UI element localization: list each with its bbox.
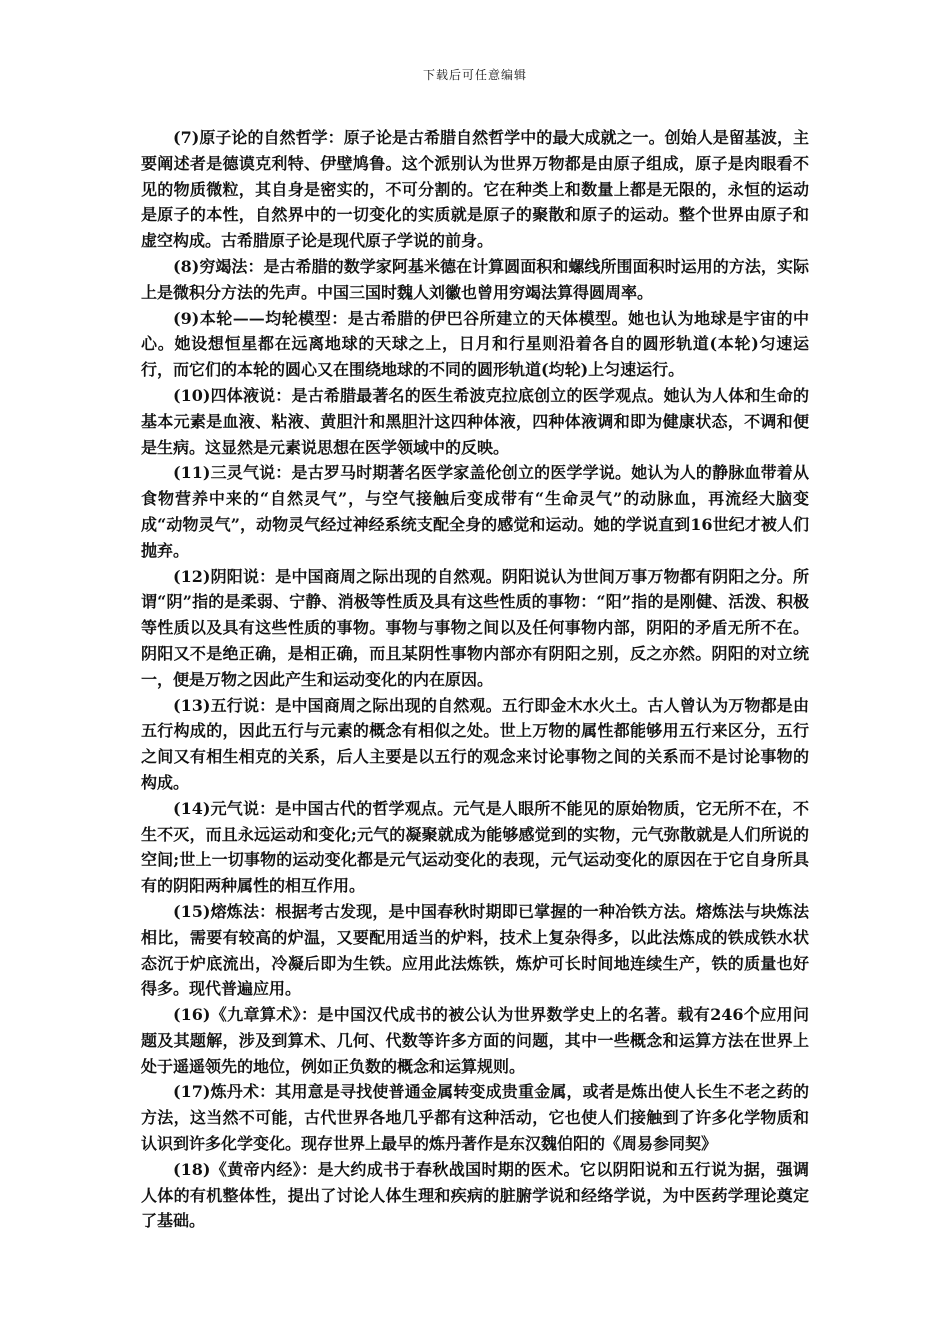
paragraph-three-spirits: (11)三灵气说：是古罗马时期著名医学家盖伦创立的医学学说。她认为人的静脉血带着从食物营养中来的“自然灵气”，与空气接触后变成带有“生命灵气”的动脉血，再流经大脑变成“动物灵气”，动物灵气经过神经系统支配全身的感觉和运动。她的学说直到16世纪才被人们抛弃。: [141, 463, 809, 560]
page-header: 下载后可任意编辑: [422, 68, 527, 82]
paragraph-smelting-method: (15)熔炼法：根据考古发现，是中国春秋时期即已掌握的一种冶铁方法。熔炼法与块炼法相比，需要有较高的炉温，又要配用适当的炉料，技术上复杂得多，以此法炼成的铁成铁水状态沉于炉底流出，冷凝后即为生铁。应用此法炼铁，炼炉可长时间地连续生产，铁的质量也好得多。现代普遍应用。: [141, 901, 809, 999]
paragraph-alchemy: (17)炼丹术：其用意是寻找使普通金属转变成贵重金属，或者是炼出使人长生不老之药的方法，这当然不可能，古代世界各地几乎都有这种活动，它也使人们接触到了许多化学物质和认识到许多化学变化。现存世界上最早的炼丹著作是东汉魏伯阳的《周易参同契》: [141, 1082, 809, 1154]
paragraph-yin-yang: (12)阴阳说：是中国商周之际出现的自然观。阴阳说认为世间万事万物都有阴阳之分。所谓“阴”指的是柔弱、宁静、消极等性质及具有这些性质的事物：“阳”指的是刚健、活泼、积极等性质以及具有这些性质的事物。事物与事物之间以及任何事物内部，阴阳的矛盾无所不在。阴阳又不是绝正确，是相正确，而且某阴性事物内部亦有阴阳之别，反之亦然。阴阳的对立统一，便是万物之因此产生和运动变化的内在原因。: [141, 566, 809, 689]
paragraph-epicycle-deferent-model: (9)本轮——均轮模型：是古希腊的伊巴谷所建立的天体模型。她也认为地球是宇宙的中心。她设想恒星都在远离地球的天球之上，日月和行星则沿着各自的圆形轨道(本轮)匀速运行，而它们的本轮的圆心又在围绕地球的不同的圆形轨道(均轮)上匀速运行。: [141, 308, 809, 380]
document-body: [141, 125, 809, 1234]
paragraph-four-humors: (10)四体液说：是古希腊最著名的医生希波克拉底创立的医学观点。她认为人体和生命的基本元素是血液、粘液、黄胆汁和黑胆汁这四种体液，四种体液调和即为健康状态，不调和便是生病。这显然是元素说思想在医学领域中的反映。: [141, 385, 809, 457]
paragraph-five-elements: (13)五行说：是中国商周之际出现的自然观。五行即金木水火土。古人曾认为万物都是由五行构成的，因此五行与元素的概念有相似之处。世上万物的属性都能够用五行来区分，五行之间又有相生相克的关系，后人主要是以五行的观念来讨论事物之间的关系而不是讨论事物的构成。: [141, 695, 809, 792]
paragraph-atomism: (7)原子论的自然哲学：原子论是古希腊自然哲学中的最大成就之一。创始人是留基波，主要阐述者是德谟克利特、伊壁鸠鲁。这个派别认为世界万物都是由原子组成，原子是肉眼看不见的物质微粒，其自身是密实的，不可分割的。它在种类上和数量上都是无限的，永恒的运动是原子的本性，自然界中的一切变化的实质就是原子的聚散和原子的运动。整个世界由原子和虚空构成。古希腊原子论是现代原子学说的前身。: [141, 128, 809, 251]
paragraph-qi-theory: (14)元气说：是中国古代的哲学观点。元气是人眼所不能见的原始物质，它无所不在，不生不灭，而且永远运动和变化;元气的凝聚就成为能够感觉到的实物，元气弥散就是人们所说的空间;世上一切事物的运动变化都是元气运动变化的表现，元气运动变化的原因在于它自身所具有的阴阳两种属性的相互作用。: [141, 798, 809, 896]
paragraph-nine-chapters: (16)《九章算术》：是中国汉代成书的被公认为世界数学史上的名著。载有246个应用问题及其题解，涉及到算术、几何、代数等许多方面的问题，其中一些概念和运算方法在世界上处于遥遥领先的地位，例如正负数的概念和运算规则。: [141, 1005, 809, 1076]
paragraph-method-of-exhaustion: (8)穷竭法：是古希腊的数学家阿基米德在计算圆面积和螺线所围面积时运用的方法，实际上是微积分方法的先声。中国三国时魏人刘徽也曾用穷竭法算得圆周率。: [141, 256, 809, 302]
paragraph-huangdi-neijing: (18)《黄帝内经》：是大约成书于春秋战国时期的医术。它以阴阳说和五行说为据，强调人体的有机整体性，提出了讨论人体生理和疾病的脏腑学说和经络学说，为中医药学理论奠定了基础。: [141, 1159, 809, 1231]
